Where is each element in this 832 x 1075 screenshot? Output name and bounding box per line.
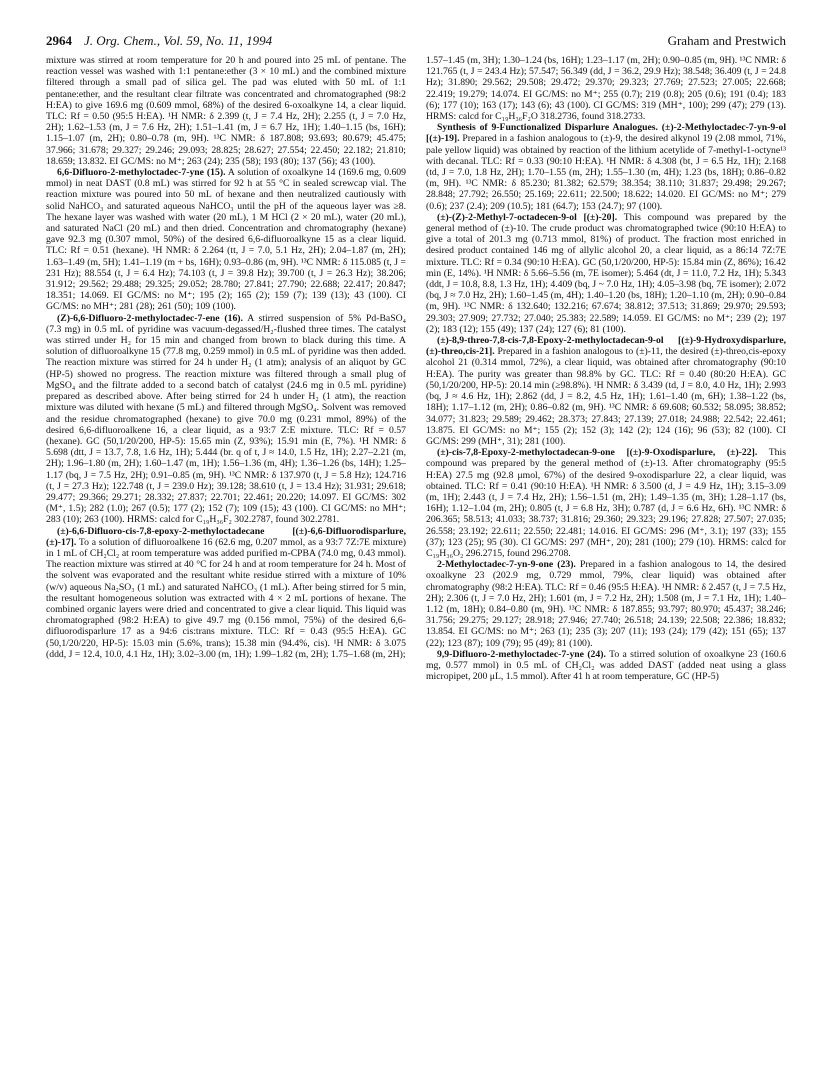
paragraph-text: To a solution of difluoroalkene 16 (62.6 mg, 0.207 mmol, as a 93:7 7Z:7E mixture) in 1 mL of CH₂Cl₂ at room temperature was added purified m-CPBA (74.0 mg, 0.43 mmol). The reaction mixture was stirred at 40 °C for 24 h and at room temperature for 24 h. Most of the solvent was evaporated and the resultant white residue stirred with a mixture of 10% (w/v) aqueous Na₂SO₃ (1 mL) and saturated NaHCO₃ (1 mL). After being stirred for 5 min, the resultant homogeneous solution was extracted with 4 × 2 mL portions of hexane. The combined organic layers were dried and concentrated to give a clear liquid. This liquid was chromatographed (98:2 H:EA) to give 49.7 mg (0.156 mmol, 75%) of the desired 6,6-difluorodisparlure 17 as a 94:6 cis:trans mixture. TLC: Rf = 0.43 (95:5 H:EA). GC (50,1/20/220, HP-5): 15.03 min (5.6%, trans); 15.38 min (94.4%, cis). ¹H NMR: δ 3.075 (ddd, J = 12.4, 10.0, 4.1 Hz, 1H); 3.02–3.00 (m, 1H); 1.99–1.82 (m, 2H); 1.75–1.68 (m, 2H); — [46, 536, 406, 660]
right-column — [426, 55, 786, 1055]
compound-title: 9,9-Difluoro-2-methyloctadec-7-yne (24). — [437, 648, 606, 660]
paragraph — [426, 122, 786, 212]
paragraph-text: This compound was prepared by the general method of (±)-10. The crude product was chromatographed twice (90:10 H:EA) to give a total of 201.3 mg (0.713 mmol, 81%) of product. The fraction most enriched in desired product contained 146 mg of allylic alcohol 20, a clear liquid, as a 86:14 7Z:7E mixture. TLC: Rf = 0.34 (90:10 H:EA). GC (50,1/20/200, HP-5): 15.84 min (Z, 86%); 16.42 min (E, 14%). ¹H NMR: δ 5.66–5.56 (m, 7E isomer); 5.464 (dt, J = 11.0, 7.2 Hz, 1H); 5.343 (ddt, J = 10.8, 8.8, 1.3 Hz, 1H); 4.409 (bq, J ~ 7.0 Hz, 1H); 4.05–3.98 (bq, 7E isomer); 2.072 (bq, J ≈ 7.0 Hz, 2H); 1.60–1.45 (m, 4H); 1.40–1.20 (bs, 18H); 1.20–1.10 (m, 2H); 0.90–0.84 (m, 9H). ¹³C NMR: δ 132.640; 132.216; 67.674; 38.812; 37.513; 31.869; 29.970; 29.593; 29.303; 27.909; 27.732; 27.040; 25.383; 22.589; 14.059. EI GC/MS: no M⁺; 239 (2); 197 (2); 183 (12); 155 (49); 137 (24); 127 (6); 81 (100). — [426, 211, 786, 335]
paragraph-text: A solution of oxoalkyne 14 (169.6 mg, 0.609 mmol) in neat DAST (0.8 mL) was stirred for 92 h at 55 °C in sealed screwcap vial. The reaction mixture was poured into 50 mL of hexane and then neutralized cautiously with solid NaHCO₃ and saturated aqueous NaHCO₃ until the pH of the aqueous layer was ≥8. The hexane layer was washed with water (20 mL), 1 M HCl (2 × 20 mL), water (20 mL), and saturated NaCl (20 mL) and then dried. Concentration and chromatography (hexane) gave 92.3 mg (0.307 mmol, 50%) of the desired 6,6-difluoroalkyne 15 as a clear liquid. TLC: Rf = 0.51 (hexane). ¹H NMR: δ 2.264 (tt, J = 7.0, 5.1 Hz, 2H); 2.04–1.87 (m, 2H); 1.63–1.49 (m, 5H); 1.41–1.19 (m + bs, 16H); 0.93–0.86 (m, 9H). ¹³C NMR: δ 115.085 (t, J = 231 Hz); 88.554 (t, J = 6.4 Hz); 74.103 (t, J = 39.8 Hz); 39.700 (t, J = 26.3 Hz); 38.206; 31.912; 29.562; 29.488; 29.325; 29.052; 28.780; 27.841; 27.790; 22.688; 22.417; 20.847; 18.351; 14.069. EI GC/MS: no M⁺; 195 (2); 165 (2); 159 (7); 139 (13); 43 (100). CI GC/MS: no MH⁺; 281 (28); 261 (50); 109 (100). — [46, 167, 406, 313]
paragraph — [426, 212, 786, 335]
compound-title: (±)-cis-7,8-Epoxy-2-methyloctadecan-9-one [(±)-9-Oxodisparlure, (±)-22]. — [437, 447, 758, 459]
page-header — [46, 32, 786, 50]
paragraph — [46, 313, 406, 526]
compound-title: (±)-2-Methyloctadec-7-yn-9-ol [(±)-19]. — [426, 122, 786, 145]
paragraph-text: To a stirred solution of oxoalkyne 23 (160.6 mg, 0.577 mmol) in 0.5 mL of CH₂Cl₂ was added DAST (added neat using a glass micropipet, 200 μL, 1.5 mmol). After 41 h at room temperature, GC (HP-5) — [426, 648, 786, 683]
paragraph — [426, 559, 786, 649]
paragraph-text: 1.57–1.45 (m, 3H); 1.30–1.24 (bs, 16H); 1.23–1.17 (m, 2H); 0.90–0.85 (m, 9H). ¹³C NMR: δ 121.765 (t, J = 243.4 Hz); 57.547; 56.349 (dd, J = 36.2, 29.9 Hz); 38.548; 36.409 (t, J = 24.8 Hz); 31.890; 29.562; 29.508; 29.472; 29.370; 29.323; 27.769; 27.523; 27.005; 22.668; 22.419; 19.279; 14.074. EI GC/MS: no M⁺; 255 (0.7); 219 (0.8); 205 (0.6); 191 (0.4); 183 (6); 177 (10); 163 (17); 143 (6); 43 (100). CI GC/MS: 319 (MH⁺, 100); 299 (47); 279 (13). HRMS: calcd for C₁₉H₃₆F₂O 318.2736, found 318.2733. — [426, 55, 786, 123]
paragraph-text: mixture was stirred at room temperature for 20 h and poured into 25 mL of pentane. The reaction vessel was washed with 1:1 pentane:ether (3 × 10 mL) and the combined mixture filtered through a small pad of silica gel. The pad was eluted with 50 mL of 1:1 pentane:ether, and the resultant clear filtrate was concentrated and chromatographed (98:2 H:EA) to give 169.6 mg (0.609 mmol, 68%) of the desired 6-oxoalkyne 14, a clear liquid. TLC: Rf = 0.50 (95:5 H:EA). ¹H NMR: δ 2.399 (t, J = 7.4 Hz, 2H); 2.255 (t, J = 7.0 Hz, 2H); 1.62–1.53 (m, J = 7.6 Hz, 2H); 1.51–1.41 (m, J = 6.7 Hz, 1H); 1.40–1.15 (bs, 16H); 1.15–1.07 (m, 2H); 0.80–0.78 (m, 9H). ¹³C NMR: δ 187.808; 93.693; 80.679; 45.475; 37.966; 31.678; 29.327; 29.246; 29.093; 28.825; 28.627; 27.554; 22.450; 22.182; 21.810; 18.659; 13.832. EI GC/MS: no M⁺; 263 (24); 235 (58); 193 (80); 137 (56); 43 (100). — [46, 55, 406, 167]
paragraph — [46, 55, 406, 167]
paragraph — [46, 167, 406, 313]
compound-title: (±)-6,6-Difluoro-cis-7,8-epoxy-2-methyloctadecane [(±)-6,6-Difluorodisparlure, (±)-17]. — [46, 525, 406, 548]
left-column — [46, 55, 406, 1055]
page-number: 2964 — [46, 33, 72, 48]
paragraph — [426, 649, 786, 683]
journal-citation: J. Org. Chem., Vol. 59, No. 11, 1994 — [84, 33, 273, 48]
paragraph — [426, 335, 786, 447]
running-authors: Graham and Prestwich — [667, 33, 786, 48]
paragraph — [426, 447, 786, 559]
paragraph — [46, 526, 406, 660]
section-heading: Synthesis of 9-Functionalized Disparlure Analogues. — [437, 122, 658, 134]
compound-title: (±)-(Z)-2-Methyl-7-octadecen-9-ol [(±)-20]. — [437, 211, 618, 223]
paragraph-text: Prepared in a fashion analogous to (±)-11, the desired (±)-threo,cis-epoxy alcohol 21 (0.314 mmol, 72%), a clear liquid, was obtained after chromatography (90:10 H:EA). The purity was greater than 98.8% by GC. TLC: Rf = 0.40 (80:20 H:EA). GC (50,1/20/200, HP-5): 20.14 min (≥98.8%). ¹H NMR: δ 3.439 (td, J = 8.0, 4.0 Hz, 1H); 2.993 (bq, J ≈ 4.6 Hz, 1H); 2.862 (dd, J = 8.2, 4.5 Hz, 1H); 1.61–1.40 (m, 6H); 1.38–1.22 (bs, 18H); 1.17–1.12 (m, 2H); 0.86–0.82 (m, 9H). ¹³C NMR: δ 69.608; 60.532; 58.095; 38.852; 34.077; 31.823; 29.589; 29.462; 28.373; 27.843; 27.139; 27.018; 24.988; 22.542; 22.461; 13.875. EI GC/MS: no M⁺; 155 (2); 152 (3); 142 (2); 124 (16); 96 (53); 82 (100). CI GC/MS: 299 (MH⁺, 31); 281 (100). — [426, 346, 786, 447]
paragraph-text: Prepared in a fashion analogous to (±)-9, the desired alkynol 19 (2.08 mmol, 71%, pale yellow liquid) was obtained by reaction of the lithium acetylide of 7-methyl-1-octyne¹³ with decanal. TLC: Rf = 0.33 (90:10 H:EA). ¹H NMR: δ 4.308 (bt, J = 6.5 Hz, 1H); 2.168 (td, J = 7.0, 1.8 Hz, 2H); 1.70–1.55 (m, 2H); 1.55–1.30 (m, 4H); 1.23 (bs, 18H); 0.86–0.82 (m, 9H). ¹³C NMR: δ 85.230; 81.382; 62.579; 38.354; 38.110; 31.837; 29.498; 29.267; 28.848; 27.792; 26.550; 25.169; 22.611; 22.500; 18.622; 14.020. EI GC/MS: no M⁺; 279 (0.6); 237 (2.4); 209 (10.5); 181 (64.7); 153 (24.7); 97 (100). — [426, 133, 786, 212]
paragraph-text: This compound was prepared by the general method of (±)-13. After chromatography (95:5 H:EA) 27.5 mg (92.8 μmol, 67%) of the desired 9-oxodisparlure 22, a clear liquid, was obtained. TLC: Rf = 0.41 (90:10 H:EA). ¹H NMR: δ 3.500 (d, J = 4.9 Hz, 1H); 3.15–3.09 (m, 1H); 2.443 (t, J = 7.4 Hz, 2H); 1.56–1.51 (m, 2H); 1.49–1.35 (m, 3H); 1.28–1.17 (bs, 16H); 1.12–1.04 (m, 2H); 0.805 (t, J = 6.8 Hz, 3H); 0.787 (d, J = 6.6 Hz, 6H). ¹³C NMR: δ 206.365; 58.513; 41.033; 38.737; 31.816; 29.360; 29.323; 29.196; 27.828; 27.507; 27.035; 26.558; 23.192; 22.611; 22.550; 22.481; 14.016. EI GC/MS: 296 (M⁺, 3.1); 197 (33); 155 (37); 123 (25); 95 (30). CI GC/MS: 297 (MH⁺, 20); 281 (100); 279 (10). HRMS: calcd for C₁₉H₃₆O₂ 296.2715, found 296.2708. — [426, 447, 786, 559]
compound-title: (Z)-6,6-Difluoro-2-methyloctadec-7-ene (16). — [57, 312, 243, 324]
paragraph-text: A stirred suspension of 5% Pd-BaSO₄ (7.3 mg) in 0.5 mL of pyridine was vacuum-degassed/H₂-flushed three times. The catalyst was stirred under H₂ for 15 min and changed from brown to black during this time. A solution of difluoroalkyne 15 (77.8 mg, 0.259 mmol) in 0.5 mL of pyridine was then added. The reaction mixture was stirred for 24 h under H₂ (1 atm); analysis of an aliquot by GC (HP-5) showed no progress. The reaction mixture was filtered through a small plug of MgSO₄ and the filtrate added to a second batch of catalyst (24.6 mg in 0.5 mL pyridine) prepared as described above. After being stirred for 24 h under H₂ (1 atm), the reaction mixture was diluted with hexane (5 mL) and filtered through MgSO₄. Solvent was removed and the residue chromatographed (hexane) to give 70.0 mg (0.231 mmol, 89%) of the desired 6,6-difluoroalkene 16, a clear liquid, as a 93:7 Z:E mixture. TLC: Rf = 0.57 (hexane). GC (50,1/20/200, HP-5): 15.65 min (Z, 93%); 15.91 min (E, 7%). ¹H NMR: δ 5.698 (dtt, J = 13.7, 7.8, 1.6 Hz, 1H); 5.444 (br. q of t, J ≈ 14.0, 1.5 Hz, 1H); 2.27–2.21 (m, 2H); 1.96–1.80 (m, 2H); 1.60–1.47 (m, 1H); 1.56–1.36 (m, 4H); 1.36–1.26 (bs, 14H); 1.25–1.17 (bq, J = 7.5 Hz, 2H); 0.91–0.85 (m, 9H). ¹³C NMR: δ 137.970 (t, J = 5.8 Hz); 124.716 (t, J = 27.3 Hz); 122.748 (t, J = 239.0 Hz); 39.128; 38.610 (t, J = 13.4 Hz); 31.931; 29.618; 29.477; 29.366; 29.271; 28.332; 27.837; 22.701; 22.461; 20.220; 14.097. EI GC/MS: 302 (M⁺, 1.5); 282 (1.0); 267 (0.5); 177 (2); 152 (7); 109 (15); 43 (100). CI GC/MS: no MH⁺; 283 (10); 263 (100). HRMS: calcd for C₁₉H₃₆F₂ 302.2787, found 302.2781. — [46, 312, 406, 526]
compound-title: 2-Methyloctadec-7-yn-9-one (23). — [437, 559, 576, 571]
paragraph — [426, 55, 786, 122]
compound-title: (±)-8,9-threo-7,8-cis-7,8-Epoxy-2-methyloctadecan-9-ol [(±)-9-Hydroxydisparlure, (±)-threo,cis-21]. — [426, 335, 786, 358]
paragraph-text: Prepared in a fashion analogous to 14, the desired oxoalkyne 23 (202.9 mg, 0.729 mmol, 79%, clear liquid) was obtained after chromatography (98:2 H:EA). TLC: Rf = 0.46 (95:5 H:EA). ¹H NMR: δ 2.457 (t, J = 7.5 Hz, 2H); 2.306 (t, J = 7.0 Hz, 2H); 1.601 (m, J = 7.2 Hz, 2H); 1.508 (m, J = 7.1 Hz, 1H); 1.40–1.12 (m, 18H); 0.84–0.80 (m, 9H). ¹³C NMR: δ 187.855; 93.797; 80.970; 45.437; 38.246; 31.756; 29.275; 29.127; 28.918; 27.946; 27.740; 26.518; 24.139; 22.508; 22.386; 18.832; 13.854. EI GC/MS: no M⁺; 263 (1); 235 (3); 207 (11); 193 (24); 179 (42); 151 (65); 137 (22); 123 (87); 109 (79); 95 (49); 81 (100). — [426, 559, 786, 649]
compound-title: 6,6-Difluoro-2-methyloctadec-7-yne (15). — [57, 167, 226, 179]
